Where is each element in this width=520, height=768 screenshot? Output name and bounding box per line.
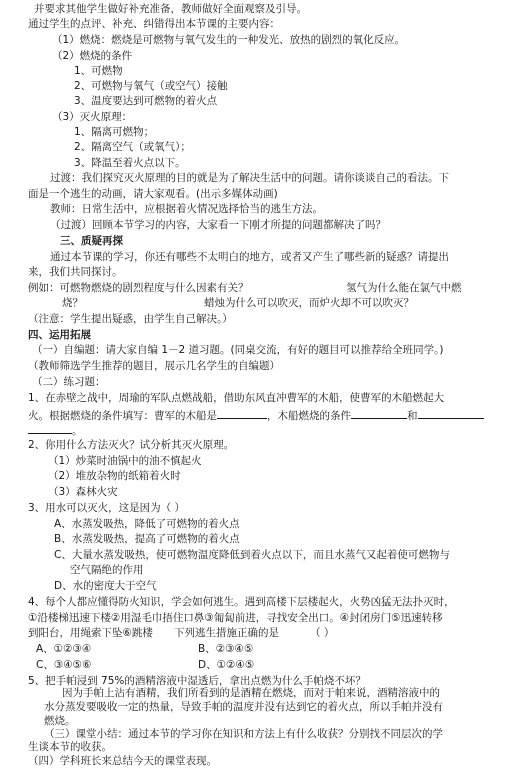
q3-option-c-2: 空气隔绝的作用: [70, 564, 144, 576]
review-transition: （过渡）回顾本节学习的内容，大家看一下刚才所提的问题都解决了吗？: [50, 219, 386, 231]
q1-blank-1[interactable]: [217, 407, 267, 419]
q5-answer-2: 水分蒸发要吸收一定的热量，导致手帕的温度并没有达到它的着火点，所以手帕并没有: [44, 701, 443, 713]
section-3-heading: 三、质疑再探: [60, 235, 123, 247]
transition-line-1: 过渡：我们探究灭火原理的目的就是为了解决生活中的问题。请你谈谈自己的看法。下: [50, 172, 449, 184]
teacher-note: 教师：日常生活中，应根据着火情况选择恰当的逃生方法。: [50, 203, 323, 215]
q3-stem: 3、用水可以灭火，这是因为（ ）: [28, 502, 186, 514]
q3-option-d: D、水的密度大于空气: [54, 580, 157, 592]
example-line-2b: 蜡烛为什么可以吹灭，而炉火却不可以吹灭？: [204, 297, 414, 309]
transition-line-2: 面是一个逃生的动画，请大家观看。(出示多媒体动画): [28, 188, 278, 200]
combustion-definition: （1）燃烧：燃烧是可燃物与氧气发生的一种发光、放热的剧烈的氧化反应。: [52, 34, 406, 46]
q4-option-b: B、②③④⑤: [198, 643, 254, 655]
q4-option-c: C、③④⑤⑥: [36, 659, 92, 671]
q2-stem: 2、你用什么方法灭火？试分析其灭火原理。: [28, 439, 235, 451]
extinguish-3: 3、降温至着火点以下。: [74, 157, 186, 169]
example-line-1b: 氢气为什么能在氯气中燃: [346, 282, 462, 294]
q3-option-b: B、水蒸发吸热，提高了可燃物的着火点: [54, 533, 240, 545]
q4-stem-1: 4、每个人都应懂得防火知识，学会如何逃生。遇到高楼下层楼起火，火势凶猛无法扑灭时，: [28, 596, 455, 608]
exercises-heading: （二）练习题：: [32, 376, 106, 388]
example-line-1a: 例如：可燃物燃烧的剧烈程度与什么因素有关？: [28, 282, 249, 294]
question-prompt-1: 通过本节课的学习，你还有哪些不太明白的地方，或者又产生了哪些新的疑惑？请提出: [50, 251, 449, 263]
conditions-heading: （2）燃烧的条件: [52, 50, 133, 62]
condition-3: 3、温度要达到可燃物的着火点: [74, 95, 218, 107]
q1-line-1: 1、在赤壁之战中，周瑜的军队点燃战船，借助东风直冲曹军的木船，使曹军的木船燃起大: [28, 392, 445, 404]
q2-item-2: （2）堆放杂物的纸箱着火时: [48, 470, 181, 482]
q5-answer-1: 因为手帕上沾有酒精，我们所看到的是酒精在燃烧，而对于帕来说，酒精溶液中的: [62, 687, 440, 699]
q1-line-3: 。: [28, 422, 83, 438]
q4-answer-bracket: （ ）: [310, 627, 335, 639]
extinguish-heading: （3）灭火原理：: [52, 111, 133, 123]
example-line-2a: 烧？: [62, 297, 83, 309]
self-made-questions: （一）自编题：请大家自编 1－2 道习题。(同桌交流，有好的题目可以推荐给全班同学。): [32, 344, 444, 356]
class-monitor-summary: （四）学科班长来总结今天的课堂表现。: [28, 755, 217, 767]
q3-option-a: A、水蒸发吸热，降低了可燃物的着火点: [54, 518, 240, 530]
note-line: （注意：学生提出疑惑，由学生自己解决。）: [28, 313, 233, 325]
condition-1: 1、可燃物: [74, 65, 123, 77]
q4-option-a: A、①②③④: [36, 643, 92, 655]
q3-option-c-1: C、大量水蒸发吸热，使可燃物温度降低到着火点以下，而且水蒸气又起着使可燃物与: [54, 549, 450, 561]
teacher-selection-note: （教师筛选学生推荐的题目，展示几名学生的自编题）: [28, 360, 280, 372]
q5-stem: 5、把手帕浸到 75%的酒精溶液中湿透后，拿出点燃为什么手帕烧不坏？: [28, 675, 366, 687]
extinguish-1: 1、隔离可燃物；: [74, 126, 155, 138]
class-summary-1: （三）课堂小结：通过本节的学习你在知识和方法上有什么收获？分别找不同层次的学: [44, 728, 443, 740]
intro-line: 并要求其他学生做好补充准备，教师做好全面观察及引导。: [34, 3, 307, 15]
q4-option-d: D、①②④⑤: [198, 659, 255, 671]
q4-stem-2: ①沿楼梯迅速下楼②用湿毛巾捂住口鼻③匍匐前进，寻找安全出口。④封闭房门⑤迅速转移: [28, 612, 443, 624]
question-prompt-2: 来，我们共同探讨。: [28, 266, 123, 278]
q2-item-1: （1）炒菜时油锅中的油不慎起火: [48, 455, 202, 467]
condition-2: 2、可燃物与氧气（或空气）接触: [74, 80, 228, 92]
q5-answer-3: 燃烧。: [44, 715, 76, 727]
extinguish-2: 2、隔离空气（或氧气）；: [74, 141, 191, 153]
summary-intro: 通过学生的点评、补充、纠错得出本节课的主要内容：: [28, 18, 280, 30]
q1-blank-3[interactable]: [418, 407, 484, 419]
q1-line-2: 火。根据燃烧的条件填写：曹军的木船是 ，木船燃烧的条件 和: [28, 407, 484, 423]
q2-item-3: （3）森林火灾: [48, 486, 118, 498]
q4-stem-3b: 下列逃生措施正确的是: [174, 627, 279, 639]
class-summary-2: 生谈本节的收获。: [28, 741, 112, 753]
q4-stem-3a: 到阳台，用绳索下坠⑥跳楼: [28, 627, 153, 639]
q1-blank-2[interactable]: [351, 407, 407, 419]
q1-blank-4[interactable]: [28, 422, 72, 434]
section-4-heading: 四、运用拓展: [28, 329, 91, 341]
